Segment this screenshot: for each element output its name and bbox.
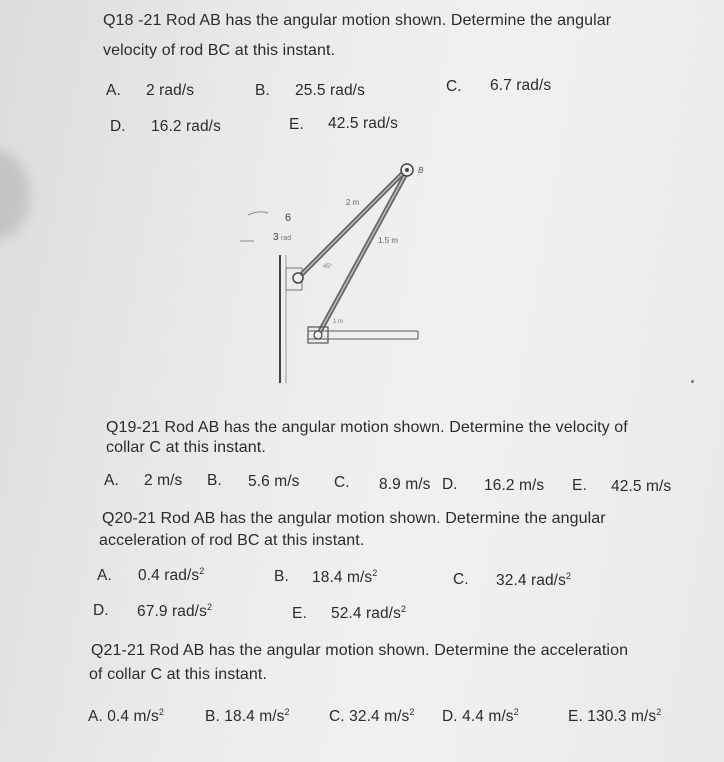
mechanism-figure	[228, 155, 443, 390]
paper-speck	[691, 380, 694, 383]
q18-option-b-value: 25.5 rad/s	[295, 82, 365, 99]
q21-option-d: D. 4.4 $m/s^2$	[442, 707, 519, 725]
q20-option-c-value: 32.4 rad/$s^2$	[496, 571, 572, 589]
q20-question-line1: Q20-21 Rod AB has the angular motion shown. Determine the angular	[102, 510, 606, 527]
q19-option-b-letter: B.	[207, 472, 222, 489]
q18-option-c-value: 6.7 rad/s	[490, 77, 552, 94]
label-1-5m: 1.5 m	[378, 236, 399, 245]
q19-option-d-letter: D.	[442, 476, 458, 493]
q21-option-e: E. 130.3 $m/s^2$	[568, 707, 662, 725]
q19-question-line2: collar C at this instant.	[106, 439, 266, 456]
q21-option-b: B. 18.4 $m/s^2$	[205, 707, 290, 725]
q19-option-c-value: 8.9 m/s	[379, 476, 431, 493]
q21-option-c: C. 32.4 $m/s^2$	[329, 707, 415, 725]
q18-option-a-value: 2 rad/s	[146, 82, 195, 99]
pin-c	[314, 331, 322, 339]
label-angle: 45°	[323, 264, 333, 270]
q19-option-e-value: 42.5 m/s	[611, 478, 672, 495]
q20-option-e-letter: E.	[292, 605, 307, 622]
q18-option-e-value: 42.5 rad/s	[328, 115, 398, 132]
omega-arrow	[248, 212, 268, 215]
q18-option-d-value: 16.2 rad/s	[151, 118, 221, 135]
pin-a	[293, 273, 303, 283]
q19-option-b-value: 5.6 m/s	[248, 473, 300, 490]
q20-option-b-letter: B.	[274, 568, 289, 585]
label-alpha-unit: rad	[281, 235, 292, 242]
q18-question-line1: Q18 -21 Rod AB has the angular motion shown. Determine the angular	[103, 12, 612, 29]
q20-option-d-letter: D.	[93, 602, 109, 619]
pin-b-center	[405, 168, 409, 172]
q21-question-line2: of collar C at this instant.	[89, 666, 267, 683]
label-b: B	[418, 166, 424, 175]
label-omega-value: 6	[285, 212, 292, 224]
q20-option-a-letter: A.	[97, 567, 112, 584]
q18-option-a-letter: A.	[106, 82, 121, 99]
mechanism-diagram	[228, 155, 443, 390]
q19-question-line1: Q19-21 Rod AB has the angular motion shown. Determine the velocity of	[106, 419, 628, 436]
q18-option-e-letter: E.	[289, 116, 304, 133]
q19-option-a-value: 2 m/s	[144, 472, 183, 489]
label-1m: 1 m	[333, 319, 344, 325]
label-2m: 2 m	[346, 198, 360, 207]
q20-question-line2: acceleration of rod BC at this instant.	[99, 532, 365, 549]
page-shadow	[0, 150, 30, 240]
q18-option-d-letter: D.	[110, 118, 126, 135]
label-alpha-value: 3	[273, 232, 279, 243]
q18-option-c-letter: C.	[446, 78, 462, 95]
q19-option-e-letter: E.	[572, 477, 587, 494]
q18-option-b-letter: B.	[255, 82, 270, 99]
q19-option-a-letter: A.	[104, 472, 119, 489]
q20-option-a-value: 0.4 rad/$s^2$	[138, 566, 205, 584]
rod-bc-highlight	[318, 170, 408, 335]
rod-ab-highlight	[298, 170, 406, 278]
q18-question-line2: velocity of rod BC at this instant.	[103, 42, 336, 59]
q21-question-line1: Q21-21 Rod AB has the angular motion shown. Determine the acceleration	[91, 642, 629, 659]
q20-option-e-value: 52.4 rad/$s^2$	[331, 604, 407, 622]
q20-option-d-value: 67.9 rad/$s^2$	[137, 602, 213, 620]
q19-option-c-letter: C.	[334, 474, 350, 491]
q21-option-a: A. 0.4 $m/s^2$	[88, 707, 164, 725]
q19-option-d-value: 16.2 m/s	[484, 477, 545, 494]
q20-option-c-letter: C.	[453, 571, 469, 588]
q20-option-b-value: 18.4 $m/s^2$	[312, 568, 378, 586]
